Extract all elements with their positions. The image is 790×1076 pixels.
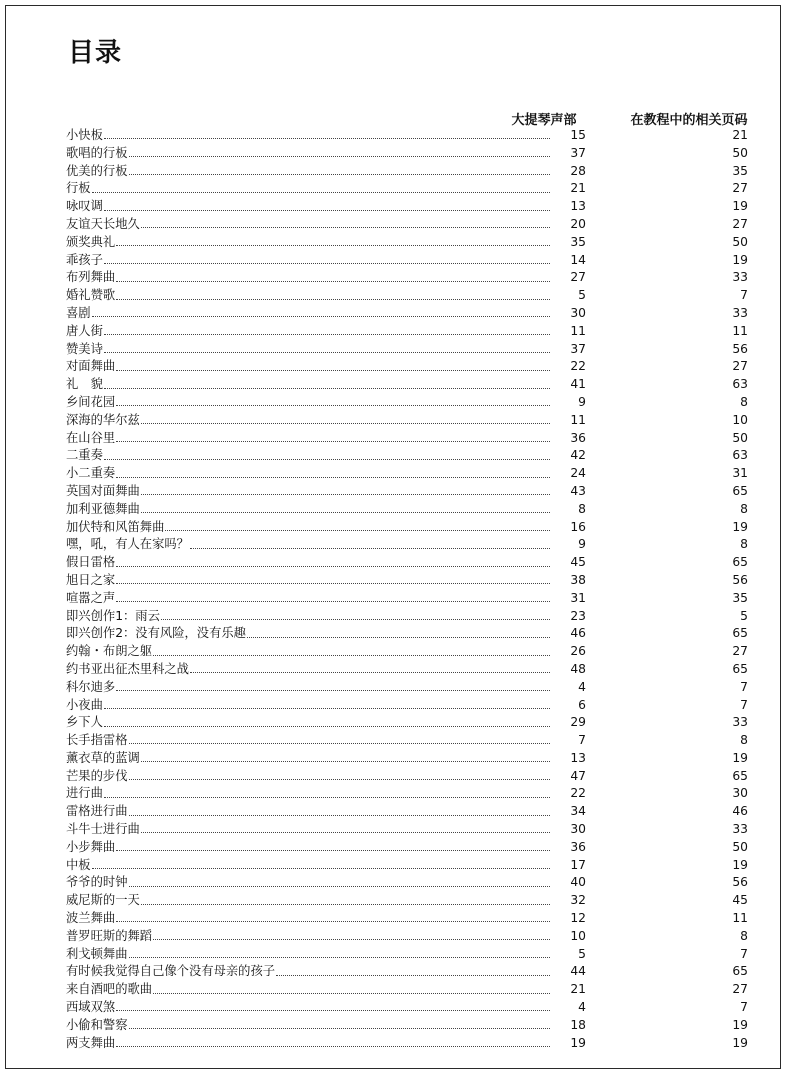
- toc-entry[interactable]: [66, 554, 748, 572]
- toc-entry[interactable]: [66, 447, 748, 465]
- toc-entry[interactable]: [66, 127, 748, 145]
- toc-entry[interactable]: [66, 892, 748, 910]
- toc-entry-part-page: 35: [570, 234, 586, 249]
- toc-entry-part-page: 30: [570, 305, 586, 320]
- toc-entry-title: 爷爷的时钟: [66, 875, 128, 890]
- toc-entry-title: 小二重奏: [66, 466, 116, 481]
- toc-leader-dots: [141, 761, 550, 762]
- toc-entry-part-page: 14: [570, 252, 586, 267]
- toc-leader-dots: [92, 192, 550, 193]
- toc-entry-reference-page: 33: [732, 715, 748, 730]
- toc-leader-dots: [104, 726, 550, 727]
- toc-entry-title: 进行曲: [66, 786, 103, 801]
- toc-entry[interactable]: [66, 501, 748, 519]
- toc-entry[interactable]: [66, 732, 748, 750]
- toc-entry-title: 对面舞曲: [66, 359, 116, 374]
- toc-entry-reference-page: 50: [732, 234, 748, 249]
- toc-entry-title: 加利亚德舞曲: [66, 501, 140, 516]
- toc-entry-part-page: 37: [570, 341, 586, 356]
- toc-entry-title: 威尼斯的一天: [66, 893, 140, 908]
- toc-entry-title: 长手指雷格: [66, 733, 128, 748]
- toc-entry[interactable]: [66, 999, 748, 1017]
- toc-entry[interactable]: [66, 323, 748, 341]
- toc-entry-part-page: 44: [570, 964, 586, 979]
- toc-entry[interactable]: [66, 216, 748, 234]
- toc-entry-part-page: 12: [570, 911, 586, 926]
- toc-entry[interactable]: [66, 252, 748, 270]
- toc-leader-dots: [116, 690, 550, 691]
- toc-entry[interactable]: [66, 376, 748, 394]
- toc-entry-reference-page: 8: [740, 394, 748, 409]
- toc-entry-reference-page: 30: [732, 786, 748, 801]
- toc-leader-dots: [129, 957, 551, 958]
- toc-entry-reference-page: 65: [732, 555, 748, 570]
- toc-entry[interactable]: [66, 785, 748, 803]
- toc-entry-part-page: 22: [570, 786, 586, 801]
- toc-entry-reference-page: 10: [732, 412, 748, 427]
- toc-entry-title: 乡下人: [66, 715, 103, 730]
- table-of-contents: [66, 127, 748, 1052]
- toc-entry-part-page: 22: [570, 359, 586, 374]
- toc-leader-dots: [247, 637, 550, 638]
- toc-entry-part-page: 37: [570, 145, 586, 160]
- toc-leader-dots: [116, 1010, 550, 1011]
- toc-entry-title: 喧嚣之声: [66, 590, 116, 605]
- toc-leader-dots: [190, 672, 550, 673]
- toc-leader-dots: [141, 904, 550, 905]
- toc-entry-reference-page: 5: [740, 608, 748, 623]
- toc-entry-title: 两支舞曲: [66, 1035, 116, 1050]
- toc-entry-title: 唐人街: [66, 323, 103, 338]
- toc-entry-title: 小快板: [66, 128, 103, 142]
- toc-entry[interactable]: [66, 768, 748, 786]
- toc-leader-dots: [116, 477, 550, 478]
- toc-entry-title: 英国对面舞曲: [66, 483, 140, 498]
- toc-entry-part-page: 26: [570, 644, 586, 659]
- toc-leader-dots: [116, 1046, 550, 1047]
- toc-entry-title: 约翰・布朗之躯: [66, 644, 153, 659]
- toc-entry[interactable]: [66, 358, 748, 376]
- toc-leader-dots: [92, 316, 550, 317]
- toc-leader-dots: [141, 227, 550, 228]
- toc-entry-part-page: 29: [570, 715, 586, 730]
- toc-entry-title: 波兰舞曲: [66, 911, 116, 926]
- toc-entry[interactable]: [66, 145, 748, 163]
- toc-entry-part-page: 21: [570, 181, 586, 196]
- toc-entry-part-page: 8: [578, 501, 586, 516]
- toc-entry-reference-page: 50: [732, 145, 748, 160]
- toc-entry-reference-page: 8: [740, 928, 748, 943]
- toc-entry-title: 深海的华尔兹: [66, 412, 140, 427]
- toc-leader-dots: [190, 548, 550, 549]
- toc-entry-title: 即兴创作1：雨云: [66, 608, 160, 623]
- column-header-cello-part: 大提琴声部: [511, 113, 577, 128]
- toc-entry-reference-page: 50: [732, 430, 748, 445]
- toc-entry-title: 友谊天长地久: [66, 216, 140, 231]
- toc-leader-dots: [116, 370, 550, 371]
- toc-entry-reference-page: 19: [732, 199, 748, 214]
- toc-entry[interactable]: [66, 928, 748, 946]
- column-header-reference-page: 在教程中的相关页码: [630, 113, 748, 128]
- toc-entry-reference-page: 8: [740, 501, 748, 516]
- toc-entry-title: 旭日之家: [66, 572, 116, 587]
- toc-entry[interactable]: [66, 180, 748, 198]
- toc-entry-title: 斗牛士进行曲: [66, 822, 140, 837]
- toc-entry-title: 嘿，吼，有人在家吗？: [66, 537, 189, 552]
- toc-entry[interactable]: [66, 697, 748, 715]
- toc-entry[interactable]: [66, 572, 748, 590]
- toc-entry[interactable]: [66, 394, 748, 412]
- toc-entry-part-page: 13: [570, 750, 586, 765]
- toc-entry-part-page: 11: [570, 412, 586, 427]
- toc-leader-dots: [92, 868, 550, 869]
- toc-entry-reference-page: 65: [732, 768, 748, 783]
- toc-leader-dots: [153, 655, 550, 656]
- toc-leader-dots: [129, 886, 551, 887]
- toc-entry[interactable]: [66, 643, 748, 661]
- toc-leader-dots: [141, 512, 550, 513]
- toc-entry-part-page: 16: [570, 519, 586, 534]
- toc-entry-part-page: 30: [570, 822, 586, 837]
- toc-entry[interactable]: [66, 483, 748, 501]
- toc-entry-title: 颁奖典礼: [66, 234, 116, 249]
- toc-leader-dots: [141, 494, 550, 495]
- toc-entry-title: 利戈顿舞曲: [66, 946, 128, 961]
- toc-leader-dots: [129, 1028, 551, 1029]
- toc-entry-reference-page: 50: [732, 839, 748, 854]
- toc-entry-title: 来自酒吧的歌曲: [66, 982, 153, 997]
- toc-leader-dots: [104, 263, 550, 264]
- toc-entry-title: 乖孩子: [66, 252, 103, 267]
- toc-entry[interactable]: [66, 412, 748, 430]
- toc-entry-reference-page: 33: [732, 305, 748, 320]
- toc-entry-reference-page: 27: [732, 181, 748, 196]
- toc-entry-part-page: 24: [570, 466, 586, 481]
- toc-entry[interactable]: [66, 910, 748, 928]
- toc-entry[interactable]: [66, 590, 748, 608]
- toc-entry-reference-page: 63: [732, 377, 748, 392]
- toc-entry-reference-page: 65: [732, 626, 748, 641]
- toc-entry-part-page: 9: [578, 394, 586, 409]
- toc-entry-part-page: 40: [570, 875, 586, 890]
- toc-entry-part-page: 5: [578, 288, 586, 303]
- toc-entry[interactable]: [66, 946, 748, 964]
- toc-entry-title: 约书亚出征杰里科之战: [66, 661, 189, 676]
- toc-leader-dots: [141, 832, 550, 833]
- toc-entry-title: 假日雷格: [66, 555, 116, 570]
- toc-entry-title: 小步舞曲: [66, 839, 116, 854]
- toc-entry-reference-page: 65: [732, 964, 748, 979]
- toc-entry[interactable]: [66, 536, 748, 554]
- toc-entry-part-page: 5: [578, 946, 586, 961]
- toc-leader-dots: [116, 245, 550, 246]
- toc-entry-title: 歌唱的行板: [66, 145, 128, 160]
- toc-entry[interactable]: [66, 287, 748, 305]
- toc-entry-title: 科尔迪多: [66, 679, 116, 694]
- toc-entry-reference-page: 19: [732, 519, 748, 534]
- toc-leader-dots: [129, 779, 551, 780]
- toc-entry-title: 二重奏: [66, 448, 103, 463]
- page-title: 目录: [68, 38, 123, 68]
- toc-entry-part-page: 42: [570, 448, 586, 463]
- toc-entry-part-page: 20: [570, 216, 586, 231]
- toc-leader-dots: [165, 530, 550, 531]
- toc-leader-dots: [116, 566, 550, 567]
- toc-entry-part-page: 43: [570, 483, 586, 498]
- toc-entry-reference-page: 19: [732, 857, 748, 872]
- toc-entry-title: 芒果的步伐: [66, 768, 128, 783]
- toc-entry-part-page: 32: [570, 893, 586, 908]
- toc-entry-title: 雷格进行曲: [66, 804, 128, 819]
- toc-entry-reference-page: 27: [732, 216, 748, 231]
- toc-entry-title: 中板: [66, 857, 91, 872]
- toc-entry-part-page: 6: [578, 697, 586, 712]
- toc-entry-reference-page: 7: [740, 288, 748, 303]
- toc-entry[interactable]: [66, 269, 748, 287]
- toc-leader-dots: [104, 210, 550, 211]
- toc-entry-part-page: 9: [578, 537, 586, 552]
- toc-entry[interactable]: [66, 1017, 748, 1035]
- toc-entry-reference-page: 19: [732, 1017, 748, 1032]
- toc-entry-title: 喜剧: [66, 305, 91, 320]
- toc-leader-dots: [116, 299, 550, 300]
- toc-entry[interactable]: [66, 430, 748, 448]
- toc-entry-title: 普罗旺斯的舞蹈: [66, 928, 153, 943]
- toc-entry-title: 布列舞曲: [66, 270, 116, 285]
- toc-entry[interactable]: [66, 625, 748, 643]
- toc-entry-reference-page: 33: [732, 822, 748, 837]
- toc-entry-title: 赞美诗: [66, 341, 103, 356]
- toc-entry-reference-page: 27: [732, 644, 748, 659]
- toc-entry-reference-page: 35: [732, 163, 748, 178]
- toc-entry-part-page: 11: [570, 323, 586, 338]
- toc-leader-dots: [104, 138, 550, 139]
- toc-entry-reference-page: 27: [732, 982, 748, 997]
- toc-leader-dots: [276, 975, 550, 976]
- toc-entry-reference-page: 56: [732, 572, 748, 587]
- toc-leader-dots: [104, 708, 550, 709]
- toc-entry-reference-page: 56: [732, 875, 748, 890]
- toc-leader-dots: [104, 459, 550, 460]
- toc-entry-part-page: 47: [570, 768, 586, 783]
- toc-leader-dots: [153, 993, 550, 994]
- toc-entry-reference-page: 46: [732, 804, 748, 819]
- toc-entry[interactable]: [66, 305, 748, 323]
- toc-entry-reference-page: 19: [732, 252, 748, 267]
- toc-leader-dots: [116, 850, 550, 851]
- toc-entry-part-page: 36: [570, 430, 586, 445]
- toc-leader-dots: [116, 921, 550, 922]
- toc-entry[interactable]: [66, 341, 748, 359]
- toc-entry-reference-page: 45: [732, 893, 748, 908]
- toc-entry-reference-page: 31: [732, 466, 748, 481]
- toc-entry[interactable]: [66, 874, 748, 892]
- toc-entry-title: 在山谷里: [66, 430, 116, 445]
- toc-entry[interactable]: [66, 839, 748, 857]
- toc-entry-reference-page: 65: [732, 661, 748, 676]
- toc-entry-part-page: 17: [570, 857, 586, 872]
- toc-entry-title: 小夜曲: [66, 697, 103, 712]
- toc-entry-reference-page: 65: [732, 483, 748, 498]
- toc-entry-part-page: 38: [570, 572, 586, 587]
- toc-leader-dots: [129, 174, 551, 175]
- toc-entry-part-page: 36: [570, 839, 586, 854]
- toc-leader-dots: [116, 441, 550, 442]
- toc-entry-reference-page: 7: [740, 679, 748, 694]
- toc-entry-title: 行板: [66, 181, 91, 196]
- toc-entry-reference-page: 33: [732, 270, 748, 285]
- toc-entry-reference-page: 19: [732, 1035, 748, 1050]
- toc-entry-reference-page: 56: [732, 341, 748, 356]
- toc-leader-dots: [104, 388, 550, 389]
- toc-entry[interactable]: [66, 981, 748, 999]
- toc-entry[interactable]: [66, 661, 748, 679]
- toc-leader-dots: [161, 619, 550, 620]
- toc-entry-part-page: 41: [570, 377, 586, 392]
- toc-entry[interactable]: [66, 679, 748, 697]
- toc-entry-part-page: 4: [578, 679, 586, 694]
- toc-entry[interactable]: [66, 198, 748, 216]
- toc-entry-reference-page: 8: [740, 733, 748, 748]
- toc-leader-dots: [141, 423, 550, 424]
- toc-leader-dots: [129, 815, 551, 816]
- toc-leader-dots: [129, 743, 551, 744]
- toc-entry-title: 乡间花园: [66, 394, 116, 409]
- toc-entry-part-page: 27: [570, 270, 586, 285]
- toc-entry-title: 婚礼赞歌: [66, 288, 116, 303]
- toc-entry-part-page: 45: [570, 555, 586, 570]
- toc-leader-dots: [153, 939, 550, 940]
- toc-leader-dots: [104, 334, 550, 335]
- toc-entry-title: 咏叹调: [66, 199, 103, 214]
- toc-leader-dots: [129, 156, 551, 157]
- toc-entry-title: 薰衣草的蓝调: [66, 750, 140, 765]
- toc-entry-reference-page: 11: [732, 323, 748, 338]
- toc-entry-part-page: 15: [570, 128, 586, 142]
- toc-entry-title: 加伏特和风笛舞曲: [66, 519, 165, 534]
- toc-entry-part-page: 46: [570, 626, 586, 641]
- page-frame: [5, 5, 781, 1069]
- toc-entry[interactable]: [66, 1035, 748, 1053]
- toc-entry-reference-page: 11: [732, 911, 748, 926]
- toc-entry-title: 礼 貌: [66, 377, 103, 392]
- toc-entry[interactable]: [66, 465, 748, 483]
- toc-entry-reference-page: 7: [740, 946, 748, 961]
- toc-entry-reference-page: 7: [740, 1000, 748, 1015]
- toc-leader-dots: [104, 797, 550, 798]
- toc-entry-part-page: 10: [570, 928, 586, 943]
- toc-entry-part-page: 19: [570, 1035, 586, 1050]
- toc-entry-part-page: 34: [570, 804, 586, 819]
- toc-entry[interactable]: [66, 519, 748, 537]
- toc-entry-part-page: 31: [570, 590, 586, 605]
- toc-entry[interactable]: [66, 963, 748, 981]
- toc-entry-part-page: 7: [578, 733, 586, 748]
- toc-entry[interactable]: [66, 163, 748, 181]
- toc-entry-reference-page: 21: [732, 128, 748, 142]
- toc-leader-dots: [116, 281, 550, 282]
- toc-entry-title: 西域双煞: [66, 1000, 116, 1015]
- toc-entry[interactable]: [66, 750, 748, 768]
- toc-entry[interactable]: [66, 234, 748, 252]
- toc-entry-title: 即兴创作2：没有风险，没有乐趣: [66, 626, 246, 641]
- toc-entry-reference-page: 35: [732, 590, 748, 605]
- toc-leader-dots: [104, 352, 550, 353]
- toc-entry[interactable]: [66, 608, 748, 626]
- toc-entry-reference-page: 27: [732, 359, 748, 374]
- toc-entry-part-page: 21: [570, 982, 586, 997]
- toc-entry[interactable]: [66, 857, 748, 875]
- toc-entry-title: 有时候我觉得自己像个没有母亲的孩子: [66, 964, 276, 979]
- toc-leader-dots: [116, 405, 550, 406]
- toc-entry-title: 小偷和警察: [66, 1017, 128, 1032]
- toc-leader-dots: [116, 601, 550, 602]
- toc-entry-part-page: 18: [570, 1017, 586, 1032]
- toc-entry-reference-page: 8: [740, 537, 748, 552]
- toc-entry[interactable]: [66, 714, 748, 732]
- toc-entry-reference-page: 19: [732, 750, 748, 765]
- toc-entry-part-page: 4: [578, 1000, 586, 1015]
- toc-entry-part-page: 13: [570, 199, 586, 214]
- toc-entry-reference-page: 63: [732, 448, 748, 463]
- toc-entry[interactable]: [66, 803, 748, 821]
- toc-entry-title: 优美的行板: [66, 163, 128, 178]
- toc-leader-dots: [116, 583, 550, 584]
- toc-entry-part-page: 48: [570, 661, 586, 676]
- toc-entry-part-page: 28: [570, 163, 586, 178]
- toc-entry-reference-page: 7: [740, 697, 748, 712]
- toc-entry[interactable]: [66, 821, 748, 839]
- toc-entry-part-page: 23: [570, 608, 586, 623]
